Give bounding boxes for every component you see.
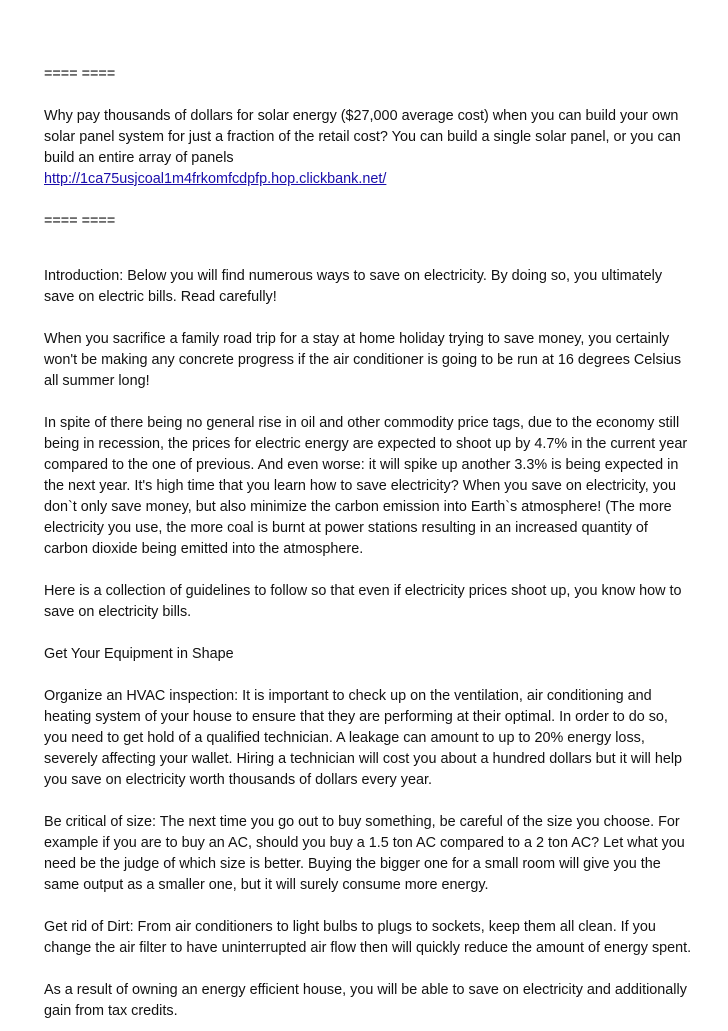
paragraph-introduction: Introduction: Below you will find numerous ways to save on electricity. By doing so, you ultimately save on electric bills. Read carefully!: [44, 268, 663, 305]
spacer: [44, 623, 694, 644]
promo-block: [44, 106, 694, 190]
section-heading: Get Your Equipment in Shape: [44, 646, 234, 662]
spacer: [44, 560, 694, 581]
promo-link[interactable]: http://1ca75usjcoal1m4frkomfcdpfp.hop.clickbank.net/: [44, 171, 387, 187]
spacer: [44, 959, 694, 980]
spacer: [44, 85, 694, 106]
paragraph-dirt: Get rid of Dirt: From air conditioners to light bulbs to plugs to sockets, keep them all clean. If you change the air filter to have uninterrupted air flow then will quickly reduce the amount of energy spent.: [44, 919, 692, 956]
paragraph-size: Be critical of size: The next time you go out to buy something, be careful of the size you choose. For example if you are to buy an AC, should you buy a 1.5 ton AC compared to a 2 ton AC? Let what you need be the judge of which size is better. Buying the bigger one for a small room will give you the same output as a smaller one, but it will surely consume more energy.: [44, 814, 685, 893]
separator-bottom: ==== ====: [44, 213, 116, 229]
paragraph-guidelines-intro: Here is a collection of guidelines to follow so that even if electricity prices shoot up, you know how to save on electricity bills.: [44, 583, 682, 620]
spacer: [44, 232, 694, 266]
spacer: [44, 190, 694, 211]
separator-top: ==== ====: [44, 66, 116, 82]
spacer: [44, 392, 694, 413]
paragraph-hvac: Organize an HVAC inspection: It is important to check up on the ventilation, air conditioning and heating system of your house to ensure that they are performing at their optimal. In order to do so, you need to get hold of a qualified technician. A leakage can amount to up to 20% energy loss, severely affecting your wallet. Hiring a technician will cost you about a hundred dollars but it will help you save on electricity worth thousands of dollars every year.: [44, 688, 683, 788]
spacer: [44, 896, 694, 917]
paragraph-road-trip: When you sacrifice a family road trip for a stay at home holiday trying to save money, you certainly won't be making any concrete progress if the air conditioner is going to be run at 16 degrees Celsius all summer long!: [44, 331, 682, 389]
promo-text: Why pay thousands of dollars for solar energy ($27,000 average cost) when you can build your own solar panel system for just a fraction of the retail cost? You can build a single solar panel, or you can build an entire array of panels: [44, 108, 681, 166]
paragraph-prices: In spite of there being no general rise in oil and other commodity price tags, due to the economy still being in recession, the prices for electric energy are expected to shoot up by 4.7% in the current year compared to the one of previous. And even worse: it will spike up another 3.3% is being expected in the next year. It's high time that you learn how to save electricity? When you save on electricity, you don`t only save money, but also minimize the carbon emission into Earth`s atmosphere! (The more electricity you use, the more coal is burnt at power stations resulting in an increased quantity of carbon dioxide being emitted into the atmosphere.: [44, 415, 688, 557]
spacer: [44, 665, 694, 686]
spacer: [44, 308, 694, 329]
paragraph-tax-credits: As a result of owning an energy efficient house, you will be able to save on electricity and additionally gain from tax credits.: [44, 982, 687, 1019]
spacer: [44, 791, 694, 812]
document-page: [44, 64, 694, 1022]
